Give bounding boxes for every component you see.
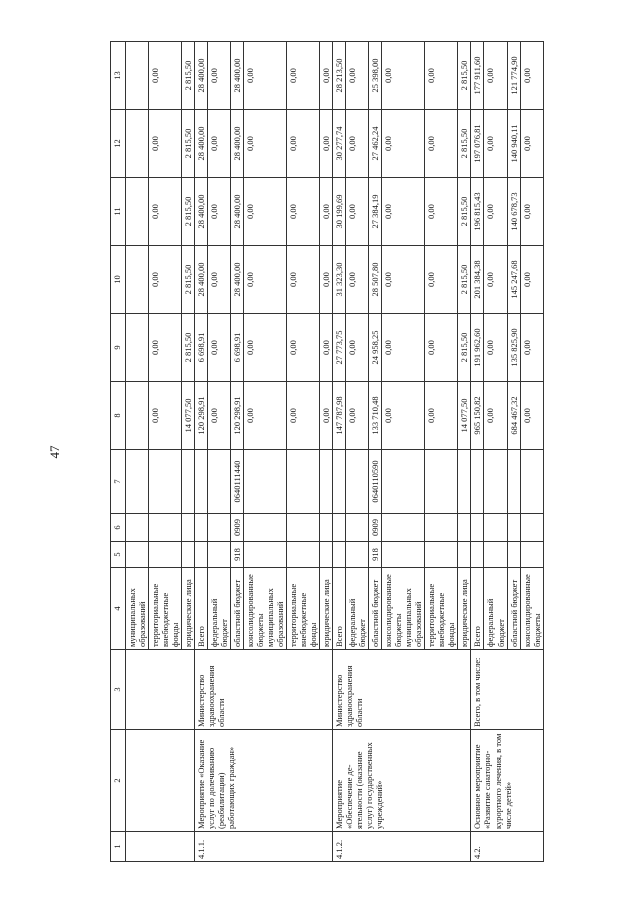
value-cell: 0,00 (425, 178, 458, 246)
table-row (471, 42, 484, 862)
value-cell: 2 815,50 (182, 178, 195, 246)
value-cell: 0,00 (320, 110, 333, 178)
value-cell: 0,00 (208, 314, 231, 382)
value-cell: 120 298,91 (195, 382, 208, 450)
table-row (195, 42, 208, 862)
value-cell: 28 400,00 (231, 110, 244, 178)
rotated-page (110, 42, 640, 862)
empty-cell (458, 514, 471, 542)
value-cell: 201 384,38 (471, 246, 484, 314)
value-cell: 0,00 (346, 314, 369, 382)
value-cell: 0,00 (346, 246, 369, 314)
value-cell: 965 150,82 (471, 382, 484, 450)
executor-cell: Министерство здравоохранения области (195, 650, 333, 730)
empty-cell (484, 542, 507, 568)
value-cell: 0,00 (484, 42, 507, 110)
funding-source-cell: областной бюджет (369, 568, 382, 650)
value-cell: 0,00 (208, 382, 231, 450)
value-cell: 196 815,43 (471, 178, 484, 246)
funding-source-cell: консолидированные бюджеты муниципальных образований (382, 568, 425, 650)
empty-cell (320, 514, 333, 542)
value-cell: 2 815,50 (182, 110, 195, 178)
value-cell: 197 076,81 (471, 110, 484, 178)
empty-cell (346, 450, 369, 514)
value-cell: 0,00 (244, 110, 287, 178)
empty-cell (320, 542, 333, 568)
funding-source-cell: областной бюджет (231, 568, 244, 650)
funding-source-cell: Всего (471, 568, 484, 650)
value-cell: 0,00 (244, 246, 287, 314)
value-cell: 25 398,00 (369, 42, 382, 110)
empty-cell (182, 514, 195, 542)
value-cell: 0,00 (287, 314, 320, 382)
empty-cell (333, 514, 346, 542)
empty-cell (346, 514, 369, 542)
empty-cell (287, 542, 320, 568)
empty-cell (149, 542, 182, 568)
value-cell: 6 698,91 (195, 314, 208, 382)
value-cell: 0,00 (149, 42, 182, 110)
empty-cell (287, 514, 320, 542)
empty-cell (520, 514, 543, 542)
funding-source-cell: юридические лица (182, 568, 195, 650)
value-cell: 27 384,19 (369, 178, 382, 246)
value-cell: 6 698,91 (231, 314, 244, 382)
empty-cell (471, 450, 484, 514)
row-number-cell: 4.1.1. (195, 832, 333, 862)
value-cell: 0,00 (208, 178, 231, 246)
code-cell: 918 (231, 542, 244, 568)
value-cell: 140 678,73 (507, 178, 520, 246)
row-number-cell: 4.2. (471, 832, 543, 862)
header-cell: 6 (111, 514, 126, 542)
value-cell (126, 314, 149, 382)
value-cell: 0,00 (346, 110, 369, 178)
value-cell: 191 962,60 (471, 314, 484, 382)
table-body (111, 42, 544, 862)
value-cell: 0,00 (244, 178, 287, 246)
value-cell: 140 940,11 (507, 110, 520, 178)
budget-table (110, 41, 544, 862)
value-cell (126, 246, 149, 314)
empty-cell (484, 514, 507, 542)
empty-cell (520, 542, 543, 568)
value-cell: 0,00 (320, 314, 333, 382)
funding-source-cell: Всего (333, 568, 346, 650)
empty-cell (382, 450, 425, 514)
value-cell: 0,00 (425, 110, 458, 178)
header-cell: 10 (111, 246, 126, 314)
funding-source-cell: Всего (195, 568, 208, 650)
value-cell: 0,00 (382, 110, 425, 178)
header-cell: 3 (111, 650, 126, 730)
value-cell: 0,00 (346, 178, 369, 246)
empty-cell (244, 514, 287, 542)
value-cell: 0,00 (287, 42, 320, 110)
funding-source-cell: консолидированные бюджеты муниципальных образований (244, 568, 287, 650)
value-cell: 684 467,32 (507, 382, 520, 450)
header-cell: 11 (111, 178, 126, 246)
funding-source-cell: федеральный бюджет (484, 568, 507, 650)
value-cell: 133 710,48 (369, 382, 382, 450)
value-cell: 0,00 (346, 42, 369, 110)
funding-source-cell: территориальные внебюджетные фонды (149, 568, 182, 650)
value-cell: 0,00 (208, 42, 231, 110)
empty-cell (126, 650, 195, 730)
empty-cell (333, 542, 346, 568)
header-cell: 4 (111, 568, 126, 650)
empty-cell (126, 542, 149, 568)
value-cell: 0,00 (520, 42, 543, 110)
value-cell: 2 815,50 (458, 314, 471, 382)
header-cell: 12 (111, 110, 126, 178)
executor-cell: Всего, в том числе: (471, 650, 543, 730)
table-row (126, 42, 149, 862)
empty-cell (425, 542, 458, 568)
empty-cell (471, 542, 484, 568)
header-cell: 2 (111, 730, 126, 832)
value-cell (126, 382, 149, 450)
value-cell: 28 400,00 (195, 42, 208, 110)
value-cell: 27 773,75 (333, 314, 346, 382)
empty-cell (425, 450, 458, 514)
funding-source-cell: федеральный бюджет (346, 568, 369, 650)
empty-cell (458, 542, 471, 568)
code-cell: 0909 (231, 514, 244, 542)
value-cell: 0,00 (520, 110, 543, 178)
value-cell: 2 815,50 (182, 246, 195, 314)
value-cell: 0,00 (149, 314, 182, 382)
funding-source-cell: юридические лица (458, 568, 471, 650)
value-cell: 14 077,50 (458, 382, 471, 450)
value-cell: 0,00 (520, 246, 543, 314)
value-cell: 0,00 (244, 314, 287, 382)
value-cell: 0,00 (382, 314, 425, 382)
value-cell: 0,00 (149, 246, 182, 314)
value-cell: 2 815,50 (458, 178, 471, 246)
empty-cell (149, 514, 182, 542)
value-cell: 14 077,50 (182, 382, 195, 450)
value-cell: 30 277,74 (333, 110, 346, 178)
empty-cell (182, 450, 195, 514)
value-cell (126, 42, 149, 110)
funding-source-cell: федеральный бюджет (208, 568, 231, 650)
value-cell: 0,00 (520, 314, 543, 382)
empty-cell (126, 730, 195, 832)
empty-cell (195, 450, 208, 514)
table-row (333, 42, 346, 862)
value-cell: 0,00 (484, 314, 507, 382)
funding-source-cell: территориальные внебюджетные фонды (425, 568, 458, 650)
empty-cell (507, 542, 520, 568)
empty-cell (208, 450, 231, 514)
empty-cell (507, 514, 520, 542)
header-cell: 1 (111, 832, 126, 862)
value-cell: 0,00 (244, 382, 287, 450)
value-cell: 27 462,24 (369, 110, 382, 178)
value-cell: 147 787,98 (333, 382, 346, 450)
value-cell: 0,00 (520, 382, 543, 450)
empty-cell (484, 450, 507, 514)
value-cell: 0,00 (244, 42, 287, 110)
value-cell: 0,00 (484, 382, 507, 450)
value-cell: 2 815,50 (182, 314, 195, 382)
value-cell: 0,00 (425, 314, 458, 382)
empty-cell (195, 514, 208, 542)
value-cell: 28 400,00 (195, 246, 208, 314)
value-cell: 0,00 (149, 178, 182, 246)
value-cell: 0,00 (382, 42, 425, 110)
executor-cell: Министерство здравоохранения области (333, 650, 471, 730)
value-cell: 0,00 (484, 110, 507, 178)
value-cell: 0,00 (425, 382, 458, 450)
value-cell (126, 110, 149, 178)
empty-cell (382, 542, 425, 568)
value-cell: 2 815,50 (458, 42, 471, 110)
empty-cell (126, 450, 149, 514)
funding-source-cell: областной бюджет (507, 568, 520, 650)
activity-name-cell: Мероприятие «Обеспечение деятельности (оказание услуг) государственных учреждений» (333, 730, 471, 832)
value-cell: 120 298,91 (231, 382, 244, 450)
value-cell: 28 507,80 (369, 246, 382, 314)
value-cell: 2 815,50 (182, 42, 195, 110)
value-cell: 0,00 (287, 110, 320, 178)
value-cell: 0,00 (208, 246, 231, 314)
value-cell: 177 911,60 (471, 42, 484, 110)
empty-cell (287, 450, 320, 514)
empty-cell (126, 514, 149, 542)
empty-cell (208, 514, 231, 542)
value-cell: 28 213,50 (333, 42, 346, 110)
value-cell: 0,00 (149, 110, 182, 178)
activity-name-cell: Основное мероприятие «Развитие санаторно-курортного лечения, в том числе детей» (471, 730, 543, 832)
empty-cell (333, 450, 346, 514)
value-cell: 0,00 (208, 110, 231, 178)
value-cell: 0,00 (149, 382, 182, 450)
funding-source-cell: юридические лица (320, 568, 333, 650)
empty-cell (346, 542, 369, 568)
empty-cell (507, 450, 520, 514)
empty-cell (126, 832, 195, 862)
empty-cell (520, 450, 543, 514)
value-cell: 2 815,50 (458, 110, 471, 178)
value-cell: 0,00 (425, 42, 458, 110)
empty-cell (458, 450, 471, 514)
value-cell: 0,00 (320, 382, 333, 450)
code-cell: 0909 (369, 514, 382, 542)
value-cell: 2 815,50 (458, 246, 471, 314)
value-cell: 0,00 (425, 246, 458, 314)
value-cell: 0,00 (320, 42, 333, 110)
code-cell: 0640110590 (369, 450, 382, 514)
empty-cell (244, 450, 287, 514)
value-cell: 28 400,00 (195, 110, 208, 178)
value-cell (126, 178, 149, 246)
value-cell: 0,00 (382, 382, 425, 450)
activity-name-cell: Мероприятие «Оказание услуг по долечиванию (реабилитации) работающих граждан» (195, 730, 333, 832)
value-cell: 31 323,30 (333, 246, 346, 314)
empty-cell (382, 514, 425, 542)
value-cell: 145 247,68 (507, 246, 520, 314)
page-number: 47 (47, 445, 62, 459)
header-cell: 9 (111, 314, 126, 382)
value-cell: 28 400,00 (231, 246, 244, 314)
header-cell: 8 (111, 382, 126, 450)
empty-cell (208, 542, 231, 568)
value-cell: 121 774,90 (507, 42, 520, 110)
empty-cell (425, 514, 458, 542)
empty-cell (182, 542, 195, 568)
empty-cell (195, 542, 208, 568)
funding-source-cell: консолидированные бюджеты (520, 568, 543, 650)
funding-source-cell: муниципальных образований (126, 568, 149, 650)
header-cell: 5 (111, 542, 126, 568)
value-cell: 0,00 (287, 178, 320, 246)
value-cell: 0,00 (287, 246, 320, 314)
value-cell: 0,00 (320, 178, 333, 246)
value-cell: 0,00 (520, 178, 543, 246)
header-cell: 13 (111, 42, 126, 110)
empty-cell (320, 450, 333, 514)
empty-cell (149, 450, 182, 514)
code-cell: 0640111440 (231, 450, 244, 514)
value-cell: 0,00 (382, 246, 425, 314)
value-cell: 30 199,69 (333, 178, 346, 246)
funding-source-cell: территориальные внебюджетные фонды (287, 568, 320, 650)
value-cell: 28 400,00 (231, 42, 244, 110)
value-cell: 28 400,00 (195, 178, 208, 246)
value-cell: 28 400,00 (231, 178, 244, 246)
value-cell: 0,00 (382, 178, 425, 246)
table-header-row (111, 42, 126, 862)
value-cell: 0,00 (484, 246, 507, 314)
value-cell: 0,00 (287, 382, 320, 450)
value-cell: 0,00 (320, 246, 333, 314)
value-cell: 0,00 (484, 178, 507, 246)
value-cell: 0,00 (346, 382, 369, 450)
empty-cell (471, 514, 484, 542)
code-cell: 918 (369, 542, 382, 568)
header-cell: 7 (111, 450, 126, 514)
row-number-cell: 4.1.2. (333, 832, 471, 862)
empty-cell (244, 542, 287, 568)
value-cell: 24 958,25 (369, 314, 382, 382)
value-cell: 135 825,90 (507, 314, 520, 382)
